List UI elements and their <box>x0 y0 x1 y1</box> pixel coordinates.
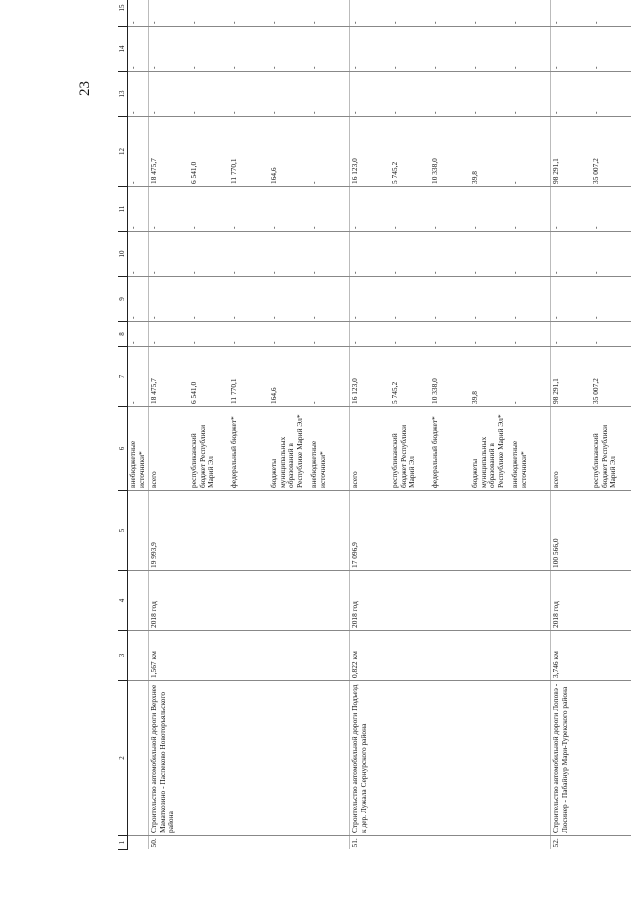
table-row <box>510 0 551 850</box>
dash-cell-col9: - <box>350 277 391 322</box>
dash-cell-col8: - <box>551 322 592 347</box>
value-col12: 6 541,0 <box>189 117 229 187</box>
empty-cell <box>510 491 551 571</box>
dash-cell-col8: - <box>591 322 631 347</box>
funding-source: внебюджетные источники* <box>510 407 551 491</box>
dash-cell-col13: - <box>229 72 269 117</box>
value-col12: 98 291,1 <box>551 117 592 187</box>
project-year: 2018 год <box>350 571 391 631</box>
dash-cell-col13: - <box>149 72 190 117</box>
dash-cell-col13: - <box>390 72 430 117</box>
dash-cell-col13: - <box>510 72 551 117</box>
empty-cell <box>390 681 430 836</box>
empty-cell <box>430 571 470 631</box>
empty-cell <box>430 836 470 850</box>
dash-cell-col14: - <box>510 27 551 72</box>
value-col12: 5 745,2 <box>390 117 430 187</box>
column-header-10: 10 <box>118 232 128 277</box>
funding-source: всего <box>350 407 391 491</box>
table-row <box>591 0 631 850</box>
empty-cell <box>510 681 551 836</box>
dash-cell-col9: - <box>551 277 592 322</box>
value-col7: 11 770,1 <box>229 347 269 407</box>
dash-cell-col14: - <box>350 27 391 72</box>
empty-cell <box>309 836 350 850</box>
dash-cell-col8: - <box>430 322 470 347</box>
dash-cell-col15: - <box>128 0 149 27</box>
value-col12: 11 770,1 <box>229 117 269 187</box>
empty-cell <box>470 681 510 836</box>
column-header-13: 13 <box>118 72 128 117</box>
empty-cell <box>510 836 551 850</box>
dash-cell-col10: - <box>350 232 391 277</box>
column-header-14: 14 <box>118 27 128 72</box>
empty-cell <box>591 631 631 681</box>
dash-cell-col9: - <box>269 277 309 322</box>
empty-cell <box>128 571 149 631</box>
column-header-5: 5 <box>118 491 128 571</box>
column-header-6: 6 <box>118 407 128 491</box>
project-number: 51. <box>350 836 391 850</box>
column-header-15: 15 <box>118 0 128 27</box>
dash-cell-col14: - <box>470 27 510 72</box>
value-col12: 164,6 <box>269 117 309 187</box>
dash-cell-col9: - <box>591 277 631 322</box>
dash-cell-col15: - <box>470 0 510 27</box>
dash-cell-col14: - <box>591 27 631 72</box>
dash-cell-col8: - <box>510 322 551 347</box>
funding-source: бюджеты муниципальных образований в Республике Марий Эл* <box>269 407 309 491</box>
dash-cell-col10: - <box>189 232 229 277</box>
value-col7: - <box>309 347 350 407</box>
value-col7: 35 007,2 <box>591 347 631 407</box>
empty-cell <box>269 631 309 681</box>
empty-cell <box>189 681 229 836</box>
dash-cell-col11: - <box>430 187 470 232</box>
table-row <box>390 0 430 850</box>
table-body <box>128 0 632 850</box>
dash-cell-col10: - <box>229 232 269 277</box>
funding-source: республиканский бюджет Республики Марий Эл <box>390 407 430 491</box>
funding-source: бюджеты муниципальных образований в Республике Марий Эл* <box>470 407 510 491</box>
value-col7: - <box>510 347 551 407</box>
dash-cell-col11: - <box>189 187 229 232</box>
value-col12: 35 007,2 <box>591 117 631 187</box>
empty-cell <box>470 571 510 631</box>
dash-cell-col13: - <box>350 72 391 117</box>
project-number: 52. <box>551 836 592 850</box>
dash-cell-col9: - <box>189 277 229 322</box>
dash-cell-col8: - <box>128 322 149 347</box>
dash-cell-col15: - <box>591 0 631 27</box>
empty-cell <box>128 681 149 836</box>
dash-cell-col11: - <box>350 187 391 232</box>
dash-cell-col11: - <box>229 187 269 232</box>
empty-cell <box>591 491 631 571</box>
dash-cell-col14: - <box>189 27 229 72</box>
funding-source: всего <box>149 407 190 491</box>
empty-cell <box>229 571 269 631</box>
empty-cell <box>591 681 631 836</box>
funding-source: республиканский бюджет Республики Марий Эл <box>189 407 229 491</box>
dash-cell-col14: - <box>551 27 592 72</box>
value-col12: 39,8 <box>470 117 510 187</box>
empty-cell <box>269 681 309 836</box>
dash-cell-col10: - <box>470 232 510 277</box>
column-header-1: 1 <box>118 836 128 850</box>
project-name: Строительство автомобильной дороги Подъезд к дер. Лужала Сернурского района <box>350 681 391 836</box>
financing-table <box>118 0 631 850</box>
dash-cell-col11: - <box>390 187 430 232</box>
dash-cell-col8: - <box>470 322 510 347</box>
dash-cell-col11: - <box>470 187 510 232</box>
empty-cell <box>229 631 269 681</box>
column-header-11: 11 <box>118 187 128 232</box>
value-col7: - <box>128 347 149 407</box>
funding-source: федеральный бюджет* <box>229 407 269 491</box>
empty-cell <box>128 491 149 571</box>
dash-cell-col11: - <box>149 187 190 232</box>
column-header-4: 4 <box>118 571 128 631</box>
project-year: 2018 год <box>551 571 592 631</box>
value-col7: 16 123,0 <box>350 347 391 407</box>
column-header-12: 12 <box>118 117 128 187</box>
dash-cell-col15: - <box>269 0 309 27</box>
dash-cell-col14: - <box>309 27 350 72</box>
dash-cell-col8: - <box>390 322 430 347</box>
table-row <box>149 0 190 850</box>
dash-cell-col15: - <box>551 0 592 27</box>
project-length: 3,746 км <box>551 631 592 681</box>
empty-cell <box>390 491 430 571</box>
table-row <box>269 0 309 850</box>
table-row <box>189 0 229 850</box>
empty-cell <box>591 571 631 631</box>
empty-cell <box>309 681 350 836</box>
value-col7: 5 745,2 <box>390 347 430 407</box>
dash-cell-col9: - <box>390 277 430 322</box>
dash-cell-col15: - <box>430 0 470 27</box>
dash-cell-col10: - <box>390 232 430 277</box>
column-header-8: 8 <box>118 322 128 347</box>
dash-cell-col11: - <box>591 187 631 232</box>
dash-cell-col11: - <box>510 187 551 232</box>
dash-cell-col13: - <box>309 72 350 117</box>
empty-cell <box>430 681 470 836</box>
value-col12: 16 123,0 <box>350 117 391 187</box>
dash-cell-col9: - <box>470 277 510 322</box>
empty-cell <box>128 631 149 681</box>
empty-cell <box>430 631 470 681</box>
value-col7: 10 338,0 <box>430 347 470 407</box>
dash-cell-col14: - <box>229 27 269 72</box>
empty-cell <box>510 571 551 631</box>
empty-cell <box>189 836 229 850</box>
value-col7: 98 291,1 <box>551 347 592 407</box>
empty-cell <box>470 631 510 681</box>
dash-cell-col13: - <box>470 72 510 117</box>
empty-cell <box>309 571 350 631</box>
column-number-row <box>118 0 128 850</box>
rotated-table-container <box>118 4 618 850</box>
value-col7: 18 475,7 <box>149 347 190 407</box>
dash-cell-col8: - <box>149 322 190 347</box>
dash-cell-col9: - <box>430 277 470 322</box>
dash-cell-col10: - <box>269 232 309 277</box>
table-row <box>128 0 149 850</box>
value-col7: 164,6 <box>269 347 309 407</box>
project-year: 2018 год <box>149 571 190 631</box>
empty-cell <box>229 836 269 850</box>
table-row <box>430 0 470 850</box>
value-col12: 10 338,0 <box>430 117 470 187</box>
empty-cell <box>390 571 430 631</box>
column-header-7: 7 <box>118 347 128 407</box>
dash-cell-col14: - <box>269 27 309 72</box>
table-row <box>309 0 350 850</box>
dash-cell-col13: - <box>128 72 149 117</box>
dash-cell-col15: - <box>149 0 190 27</box>
funding-source: республиканский бюджет Республики Марий Эл <box>591 407 631 491</box>
empty-cell <box>269 836 309 850</box>
dash-cell-col8: - <box>189 322 229 347</box>
column-header-2: 2 <box>118 681 128 836</box>
dash-cell-col13: - <box>189 72 229 117</box>
dash-cell-col11: - <box>128 187 149 232</box>
dash-cell-col15: - <box>309 0 350 27</box>
project-name: Строительство автомобильной дороги Лоповэ - Люсинер - Пабайнур Мари-Турекского района <box>551 681 592 836</box>
value-col7: 39,8 <box>470 347 510 407</box>
dash-cell-col10: - <box>149 232 190 277</box>
empty-cell <box>430 491 470 571</box>
project-cost: 17 096,9 <box>350 491 391 571</box>
project-cost: 19 993,9 <box>149 491 190 571</box>
dash-cell-col9: - <box>229 277 269 322</box>
dash-cell-col10: - <box>510 232 551 277</box>
empty-cell <box>189 571 229 631</box>
dash-cell-col8: - <box>269 322 309 347</box>
dash-cell-col13: - <box>591 72 631 117</box>
empty-cell <box>309 491 350 571</box>
empty-cell <box>309 631 350 681</box>
value-col12: - <box>510 117 551 187</box>
dash-cell-col9: - <box>149 277 190 322</box>
value-col12: - <box>309 117 350 187</box>
project-length: 0,822 км <box>350 631 391 681</box>
empty-cell <box>470 836 510 850</box>
empty-cell <box>229 681 269 836</box>
funding-source: всего <box>551 407 592 491</box>
empty-cell <box>470 491 510 571</box>
dash-cell-col11: - <box>269 187 309 232</box>
value-col7: 6 541,0 <box>189 347 229 407</box>
page-number: 23 <box>77 81 93 96</box>
dash-cell-col11: - <box>309 187 350 232</box>
dash-cell-col15: - <box>229 0 269 27</box>
empty-cell <box>269 571 309 631</box>
empty-cell <box>390 631 430 681</box>
empty-cell <box>510 631 551 681</box>
project-length: 1,567 км <box>149 631 190 681</box>
dash-cell-col13: - <box>269 72 309 117</box>
table-row <box>551 0 592 850</box>
dash-cell-col15: - <box>350 0 391 27</box>
dash-cell-col10: - <box>591 232 631 277</box>
empty-cell <box>189 631 229 681</box>
table-row <box>350 0 391 850</box>
project-number: 50. <box>149 836 190 850</box>
column-header-3: 3 <box>118 631 128 681</box>
empty-cell <box>390 836 430 850</box>
funding-source: внебюджетные источники* <box>309 407 350 491</box>
dash-cell-col14: - <box>390 27 430 72</box>
dash-cell-col12: - <box>128 117 149 187</box>
funding-source: внебюджетные источники* <box>128 407 149 491</box>
dash-cell-col8: - <box>309 322 350 347</box>
column-header-9: 9 <box>118 277 128 322</box>
empty-cell <box>591 836 631 850</box>
dash-cell-col11: - <box>551 187 592 232</box>
dash-cell-col15: - <box>390 0 430 27</box>
dash-cell-col15: - <box>189 0 229 27</box>
dash-cell-col13: - <box>430 72 470 117</box>
empty-cell <box>128 836 149 850</box>
dash-cell-col13: - <box>551 72 592 117</box>
table-row <box>470 0 510 850</box>
dash-cell-col9: - <box>510 277 551 322</box>
dash-cell-col10: - <box>128 232 149 277</box>
empty-cell <box>269 491 309 571</box>
dash-cell-col8: - <box>229 322 269 347</box>
dash-cell-col8: - <box>350 322 391 347</box>
value-col12: 18 475,7 <box>149 117 190 187</box>
dash-cell-col14: - <box>149 27 190 72</box>
dash-cell-col10: - <box>309 232 350 277</box>
dash-cell-col9: - <box>309 277 350 322</box>
dash-cell-col14: - <box>430 27 470 72</box>
dash-cell-col9: - <box>128 277 149 322</box>
project-name: Строительство автомобильной дороги Верхнее Маматкозино - Паспеково Новоторъяльского района <box>149 681 190 836</box>
project-cost: 100 566,0 <box>551 491 592 571</box>
empty-cell <box>189 491 229 571</box>
empty-cell <box>229 491 269 571</box>
dash-cell-col14: - <box>128 27 149 72</box>
table-row <box>229 0 269 850</box>
dash-cell-col10: - <box>551 232 592 277</box>
dash-cell-col10: - <box>430 232 470 277</box>
dash-cell-col15: - <box>510 0 551 27</box>
funding-source: федеральный бюджет* <box>430 407 470 491</box>
